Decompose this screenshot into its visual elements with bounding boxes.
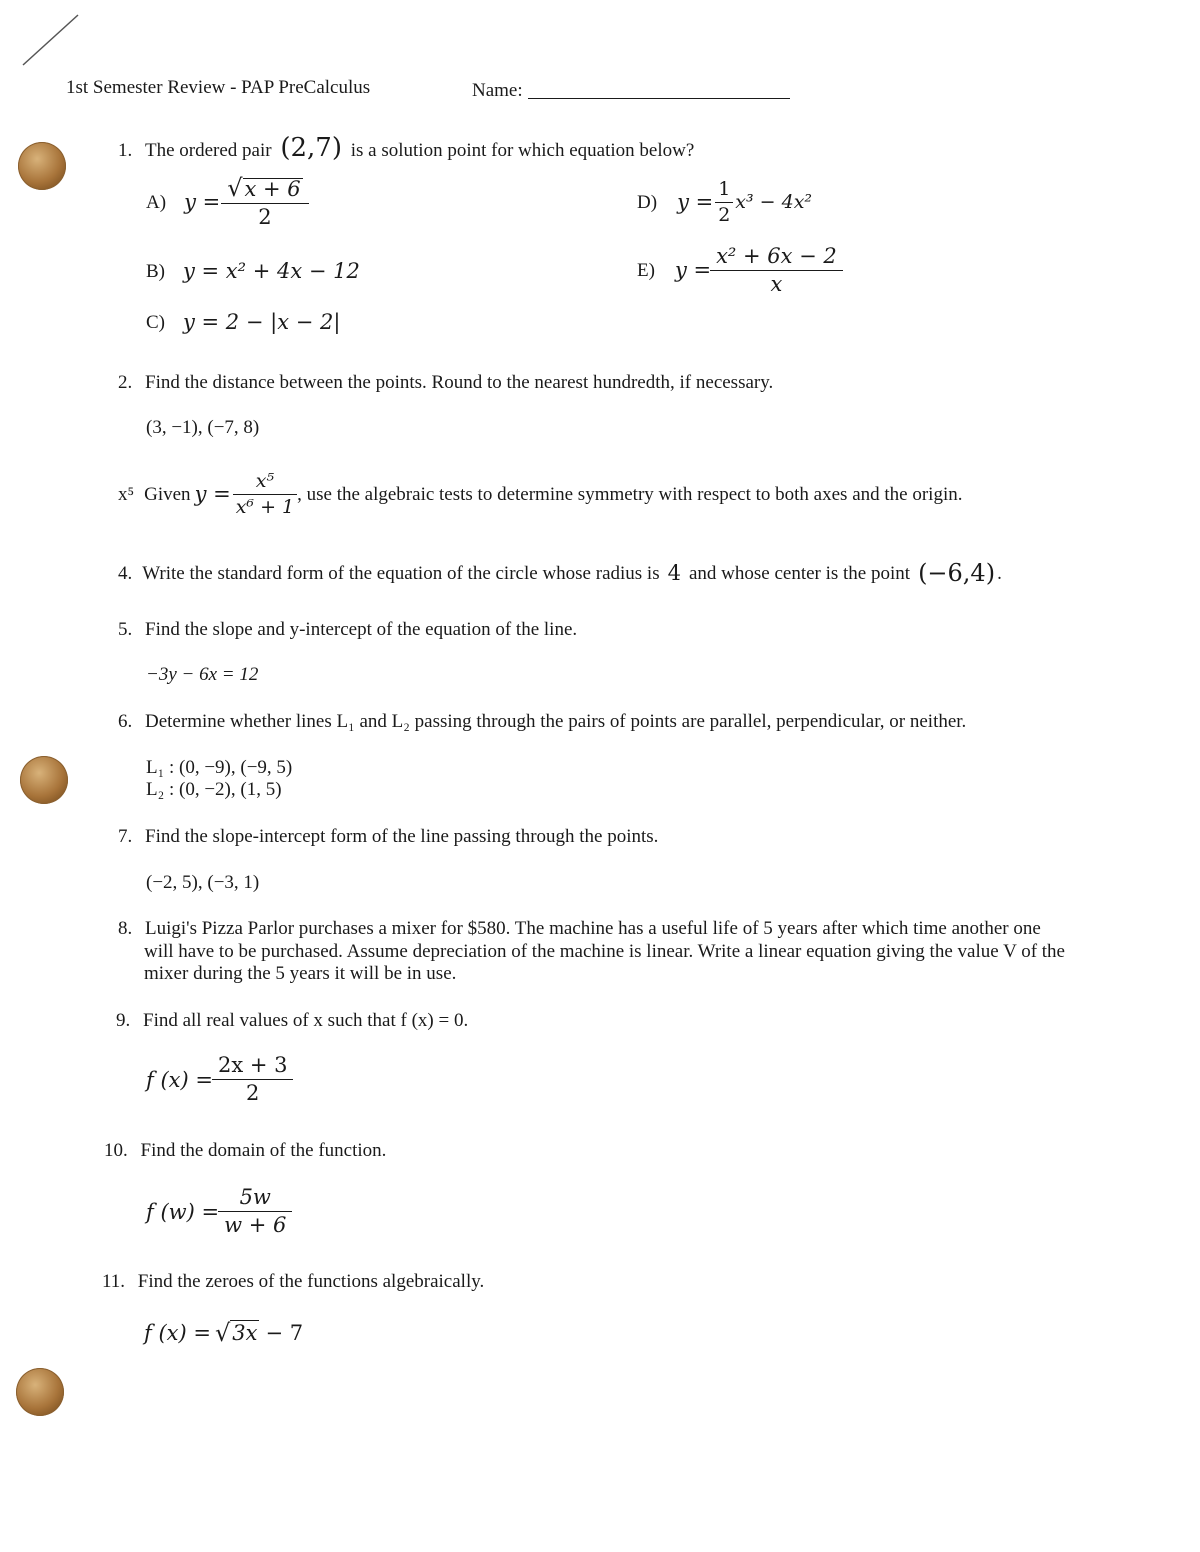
question-number: 9.: [116, 1010, 131, 1031]
ordered-pair: (2,7): [280, 133, 342, 163]
question-6: [118, 710, 966, 733]
choice-expr: y = x² + 4x − 12: [183, 259, 360, 283]
question-text: and whose center is the point: [688, 563, 911, 584]
fraction: $\frac{1}{2}$: [715, 180, 733, 225]
question-number: 2.: [118, 372, 133, 393]
center-point: (−6,4): [918, 559, 996, 587]
question-text: Find the domain of the function.: [140, 1140, 387, 1161]
choice-e[interactable]: [637, 246, 840, 295]
choice-label: A): [146, 191, 167, 213]
fraction: $\frac{5w}{w + 6}$: [221, 1187, 289, 1236]
fraction: $\frac{\text{x² + 6x − 2}}{x}$: [713, 246, 840, 295]
page-title: 1st Semester Review - PAP PreCalculus: [66, 77, 371, 98]
question-number: x⁵: [118, 484, 135, 505]
line-l2-points: L₂ : (0, −2), (1, 5): [146, 779, 282, 800]
function-f-x-sqrt: [144, 1320, 303, 1345]
question-text: Find the distance between the points. Round to the nearest hundredth, if necessary.: [145, 372, 774, 393]
question-text: Luigi's Pizza Parlor purchases a mixer for $580. The machine has a useful life of 5 years after which time another one: [145, 918, 1041, 939]
choice-rest: x³ − 4x²: [735, 191, 813, 213]
question-text: is a solution point for which equation below?: [350, 140, 695, 161]
question-text: The ordered pair: [145, 140, 272, 161]
fraction: [224, 176, 305, 228]
question-text: Find the zeroes of the functions algebraically.: [137, 1271, 485, 1292]
choice-label: E): [637, 260, 655, 281]
choice-label: D): [637, 192, 658, 213]
binder-hole-bottom: [16, 1368, 64, 1416]
question-text: Find all real values of x such that f (x) = 0.: [143, 1010, 469, 1031]
question-number: 7.: [118, 826, 133, 847]
choice-d[interactable]: [637, 180, 812, 225]
question-number: 10.: [104, 1140, 128, 1161]
choice-lhs: y =: [677, 190, 714, 214]
question-1: [118, 133, 695, 163]
question-text: will have to be purchased. Assume depreciation of the machine is linear. Write a linear equation giving the value V of the: [144, 941, 1065, 962]
choice-label: B): [146, 261, 165, 282]
question-number: 5.: [118, 619, 133, 640]
function-rest: − 7: [265, 1321, 304, 1345]
fraction: $\frac{2x + 3}{2}$: [215, 1055, 291, 1104]
function-f-x: [146, 1055, 290, 1104]
radius-value: 4: [667, 561, 681, 585]
binder-hole-top: [18, 142, 66, 190]
question-text: mixer during the 5 years it will be in use.: [144, 963, 457, 984]
function-lhs: f (x) =: [144, 1321, 211, 1345]
choice-a[interactable]: [146, 176, 306, 228]
denominator: 2: [221, 203, 308, 228]
question-number: 4.: [118, 563, 133, 584]
function-f-w: [146, 1187, 289, 1236]
question-3: [118, 472, 962, 517]
line-l1-points: L₁ : (0, −9), (−9, 5): [146, 757, 293, 778]
question-text: Given: [144, 484, 191, 505]
question-5: [118, 618, 577, 641]
question-7: [118, 825, 658, 848]
question-text: , use the algebraic tests to determine symmetry with respect to both axes and the origin.: [297, 484, 963, 505]
question-number: 6.: [118, 711, 133, 732]
question-text: Find the slope-intercept form of the line passing through the points.: [145, 826, 659, 847]
question-number: 1.: [118, 140, 133, 161]
question-number: 8.: [118, 918, 133, 939]
choice-lhs: y =: [674, 258, 712, 282]
pencil-mark: [18, 10, 88, 70]
question-text: Write the standard form of the equation of the circle whose radius is: [142, 563, 660, 584]
choice-c[interactable]: [146, 311, 340, 334]
line-equation: −3y − 6x = 12: [146, 664, 259, 685]
choice-lhs: y =: [184, 189, 221, 214]
question-9: [116, 1009, 468, 1032]
question-4: [118, 559, 1002, 587]
question-number: 11.: [102, 1271, 126, 1292]
points: (3, −1), (−7, 8): [146, 417, 260, 438]
question-10: [104, 1139, 386, 1162]
question-2: [118, 371, 773, 394]
period: .: [997, 563, 1002, 584]
choice-b[interactable]: [146, 260, 360, 283]
function-lhs: f (w) =: [146, 1199, 220, 1224]
choice-label: C): [146, 312, 165, 333]
question-11: [102, 1270, 484, 1293]
name-field-line[interactable]: [528, 98, 790, 99]
binder-hole-middle: [20, 756, 68, 804]
question-8: [118, 917, 1041, 940]
sqrt-expression: √ 3x: [214, 1319, 258, 1347]
choice-expr: y = 2 − |x − 2|: [183, 310, 341, 334]
fraction: $\frac{\text{x⁵}}{\text{x⁶ + 1}}$: [233, 472, 297, 517]
question-text: Find the slope and y-intercept of the equation of the line.: [145, 619, 578, 640]
sqrt-numerator: √ x + 6: [227, 174, 301, 202]
name-label: Name:: [472, 80, 523, 101]
question-text: Determine whether lines L₁ and L₂ passing through the pairs of points are parallel, perpendicular, or neither.: [145, 711, 967, 732]
function-lhs: y =: [194, 482, 231, 506]
function-lhs: f (x) =: [146, 1067, 213, 1092]
points: (−2, 5), (−3, 1): [146, 872, 260, 893]
